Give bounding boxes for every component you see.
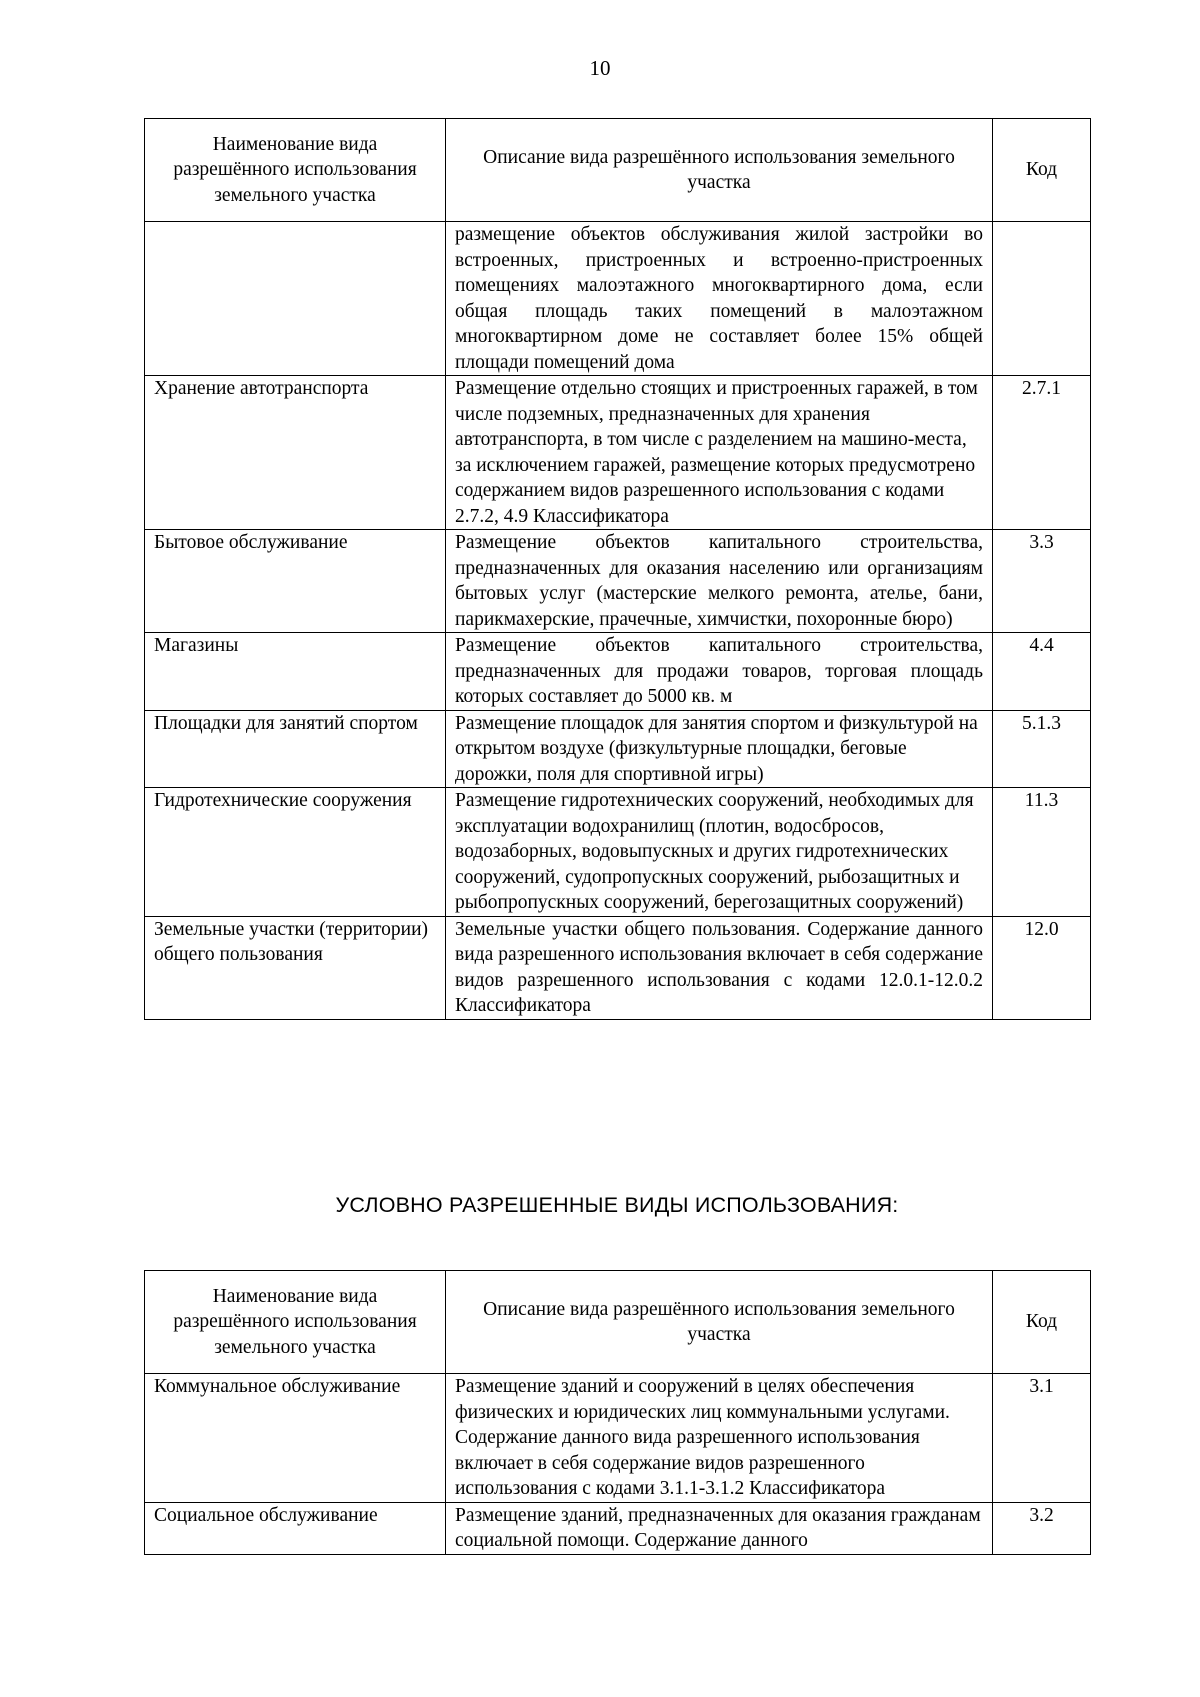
use-name: Земельные участки (территории) общего пользования [145,916,446,1019]
conditional-use-table [144,1270,1091,1555]
use-description: Размещение отдельно стоящих и пристроенных гаражей, в том числе подземных, предназначенных для хранения автотранспорта, в том числе с разделением на машино-места, за исключением гаражей, размещение которых предусмотрено содержанием видов разрешенного использования с кодами 2.7.2, 4.9 Классификатора [446,376,993,530]
header-code-column: Код [993,1271,1091,1374]
table-header-row [145,119,1091,222]
use-name: Гидротехнические сооружения [145,788,446,917]
use-name: Магазины [145,633,446,711]
use-code: 3.2 [993,1502,1091,1554]
use-description: Размещение объектов капитального строительства, предназначенных для продажи товаров, торговая площадь которых составляет до 5000 кв. м [446,633,993,711]
use-name: Бытовое обслуживание [145,530,446,633]
use-code: 5.1.3 [993,710,1091,788]
table-row [145,1502,1091,1554]
use-name [145,222,446,376]
use-description: Размещение зданий и сооружений в целях обеспечения физических и юридических лиц коммунальными услугами. Содержание данного вида разрешенного использования включает в себя содержание видов разрешенного использования с кодами 3.1.1-3.1.2 Классификатора [446,1374,993,1503]
table-row [145,916,1091,1019]
table-header-row [145,1271,1091,1374]
use-description: Размещение объектов капитального строительства, предназначенных для оказания населению или организациям бытовых услуг (мастерские мелкого ремонта, ателье, бани, парикмахерские, прачечные, химчистки, похоронные бюро) [446,530,993,633]
use-code: 2.7.1 [993,376,1091,530]
header-name-column: Наименование вида разрешённого использования земельного участка [145,119,446,222]
use-code [993,222,1091,376]
use-code: 3.1 [993,1374,1091,1503]
page-number: 10 [589,56,611,80]
use-name: Социальное обслуживание [145,1502,446,1554]
use-code: 4.4 [993,633,1091,711]
header-name-column: Наименование вида разрешённого использования земельного участка [145,1271,446,1374]
use-description: Размещение зданий, предназначенных для оказания гражданам социальной помощи. Содержание данного [446,1502,993,1554]
section-heading: УСЛОВНО РАЗРЕШЕННЫЕ ВИДЫ ИСПОЛЬЗОВАНИЯ: [335,1193,899,1217]
permitted-use-table [144,118,1091,1020]
header-code-column: Код [993,119,1091,222]
use-code: 3.3 [993,530,1091,633]
use-description: Земельные участки общего пользования. Содержание данного вида разрешенного использования включает в себя содержание видов разрешенного использования с кодами 12.0.1-12.0.2 Классификатора [446,916,993,1019]
table-row [145,1374,1091,1503]
header-description-column: Описание вида разрешённого использования земельного участка [446,119,993,222]
header-description-column: Описание вида разрешённого использования земельного участка [446,1271,993,1374]
use-code: 12.0 [993,916,1091,1019]
use-description: Размещение гидротехнических сооружений, необходимых для эксплуатации водохранилищ (плотин, водосбросов, водозаборных, водовыпускных и других гидротехнических сооружений, судопропускных сооружений, рыбозащитных и рыбопропускных сооружений, берегозащитных сооружений) [446,788,993,917]
table-row [145,788,1091,917]
table-row [145,710,1091,788]
table-row [145,376,1091,530]
table-row [145,633,1091,711]
table-row [145,222,1091,376]
use-name: Коммунальное обслуживание [145,1374,446,1503]
table-row [145,530,1091,633]
use-code: 11.3 [993,788,1091,917]
use-description: размещение объектов обслуживания жилой застройки во встроенных, пристроенных и встроенно-пристроенных помещениях малоэтажного многоквартирного дома, если общая площадь таких помещений в малоэтажном многоквартирном доме не составляет более 15% общей площади помещений дома [446,222,993,376]
use-name: Площадки для занятий спортом [145,710,446,788]
use-description: Размещение площадок для занятия спортом и физкультурой на открытом воздухе (физкультурные площадки, беговые дорожки, поля для спортивной игры) [446,710,993,788]
use-name: Хранение автотранспорта [145,376,446,530]
